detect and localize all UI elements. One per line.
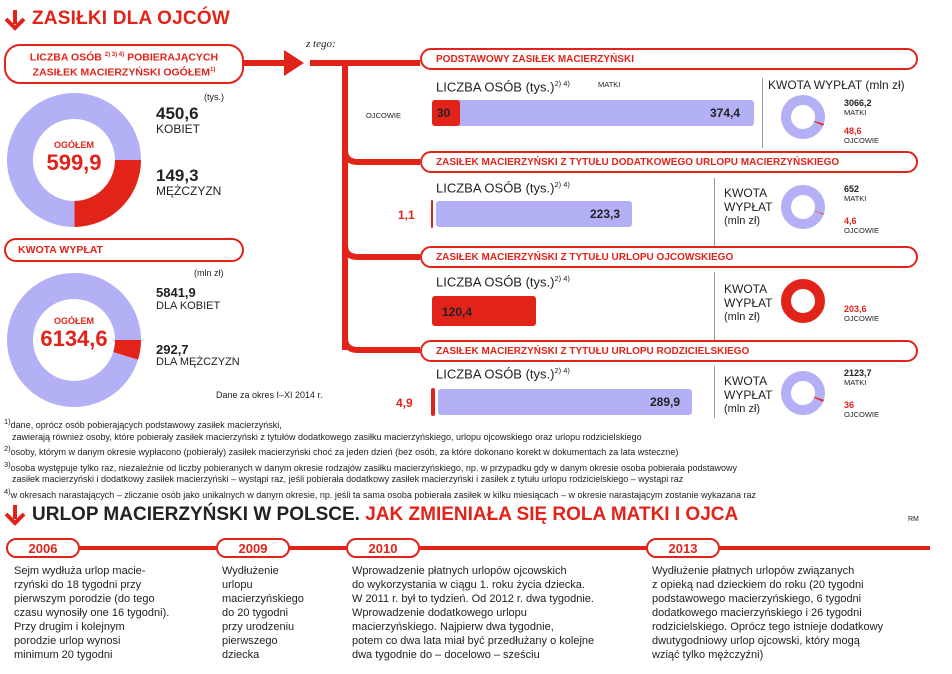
section4-mothers-value: 289,9 bbox=[650, 395, 681, 409]
section1-kwota-title: KWOTA WYPŁAT (mln zł) bbox=[768, 78, 905, 92]
timeline-text-2009 bbox=[222, 564, 332, 662]
timeline-year-2009: 2009 bbox=[216, 538, 290, 558]
section1-pie bbox=[780, 94, 826, 140]
footnote-number: 1) bbox=[4, 417, 11, 426]
people-pill-sup: 2) 3) 4) bbox=[104, 51, 125, 58]
section3-fathers-value: 120,4 bbox=[442, 305, 473, 319]
section1-count-label bbox=[436, 79, 570, 94]
section1-mothers-bar bbox=[432, 100, 754, 126]
matki-slice bbox=[786, 100, 820, 134]
payment-men-value: 292,7 bbox=[156, 342, 189, 357]
footnote bbox=[4, 474, 944, 486]
section1-mothers-value: 374,4 bbox=[710, 106, 741, 120]
section4-pie bbox=[780, 370, 826, 416]
section1-kwota-matki-label: MATKI bbox=[844, 108, 867, 117]
footnotes bbox=[4, 416, 944, 501]
people-pill bbox=[4, 44, 244, 84]
people-pill-line2: ZASIŁEK MACIERZYŃSKI OGÓŁEM bbox=[32, 66, 210, 79]
section3-pie bbox=[780, 278, 826, 324]
section3-count-sup: 2) 4) bbox=[554, 274, 570, 283]
footnote bbox=[4, 459, 944, 475]
section2-kwota-ojcowie: 4,6 bbox=[844, 216, 857, 226]
timeline-year-2013: 2013 bbox=[646, 538, 720, 558]
men-value: 149,3 bbox=[156, 166, 199, 185]
matki-slice bbox=[786, 190, 820, 224]
section2-kwota-title bbox=[724, 186, 772, 228]
credit: RM bbox=[908, 516, 919, 523]
section1-ojcowie-tag: OJCOWIE bbox=[366, 111, 401, 120]
section3-count-text: LICZBA OSÓB (tys.) bbox=[436, 274, 555, 290]
payment-unit: (mln zł) bbox=[194, 268, 224, 278]
ojcowie-slice bbox=[819, 398, 820, 400]
footnote-number: 4) bbox=[4, 486, 11, 496]
section2-kwota-l3: (mln zł) bbox=[724, 215, 761, 227]
timeline-line-text: czasu wynosiły one 16 tygodni). bbox=[14, 607, 170, 619]
timeline-line-text: podstawowego macierzyńskiego, 6 tygodni bbox=[652, 593, 862, 605]
payment-center bbox=[30, 316, 118, 352]
section2-fathers-bar bbox=[431, 200, 433, 228]
timeline-line-text: Wprowadzenie dodatkowego urlopu bbox=[352, 607, 527, 619]
section2-pie bbox=[780, 184, 826, 230]
footnote-text: dane, oprócz osób pobierających podstawowy zasiłek macierzyński, bbox=[10, 420, 282, 430]
section2-kwota-matki-label: MATKI bbox=[844, 194, 867, 203]
footnote-text: w okresach narastających – zliczanie osób jako unikalnych w danym okresie, np. jeśli ta sama osoba pobierała zasiłek w kilku miesiącach – w okresie narastającym zostanie wykazana raz bbox=[10, 489, 757, 500]
timeline-line bbox=[0, 538, 952, 558]
section3-kwota-title bbox=[724, 282, 772, 324]
section4-kwota-l2: WYPŁAT bbox=[724, 388, 773, 402]
section4-kwota-l3: (mln zł) bbox=[724, 403, 761, 415]
payment-men-label: DLA MĘŻCZYZN bbox=[156, 356, 240, 368]
section3-count-label bbox=[436, 274, 570, 289]
timeline-line-text: Wprowadzenie płatnych urlopów ojcowskich bbox=[352, 565, 567, 577]
section2-kwota-matki: 652 bbox=[844, 184, 860, 194]
section4-kwota-l1: KWOTA bbox=[724, 374, 768, 388]
timeline-line-text: minimum 20 tygodni bbox=[14, 649, 113, 661]
footnote-text: zasiłek macierzyński i dodatkowy zasiłek macierzyński – wystąpi raz, jeśli pobierała dodatkowy zasiłek macierzyński i zasiłek z tytułu urlopu rodzicielskiego – wystąpi raz bbox=[12, 474, 684, 484]
payment-women-value: 5841,9 bbox=[156, 285, 196, 300]
footnote bbox=[4, 416, 944, 432]
timeline-line-text: Wydłużenie bbox=[222, 565, 279, 577]
section4-fathers-value: 4,9 bbox=[396, 396, 413, 410]
footnote-text: osoby, którym w danym okresie wypłacono (pobierały) zasiłek macierzyński choć za jeden dzień (bez osób, za które dokonano korekt w dokumentach za lata wsteczne) bbox=[10, 447, 679, 457]
section3-kwota-ojcowie: 203,6 bbox=[844, 304, 867, 314]
timeline-line-text: rodzicielskiego. Oprócz tego istnieje dodatkowy bbox=[652, 621, 884, 633]
men-slice bbox=[126, 340, 128, 356]
timeline-line-text: Przy drugim i kolejnym bbox=[14, 621, 125, 633]
timeline-line-text: rzyński do 18 tygodni przy bbox=[14, 579, 142, 591]
timeline-line-text: dwa tygodnie do – docelowo – sześciu bbox=[352, 649, 540, 661]
section1-count-text: LICZBA OSÓB (tys.) bbox=[436, 79, 555, 95]
footnote-text: zawierają również osoby, które pobierały zasiłek macierzyński z tytułów dodatkowego zasiłku macierzyńskiego, urlopu ojcowskiego oraz urlopu rodzicielskiego bbox=[12, 431, 642, 442]
timeline-title-b: JAK ZMIENIAŁA SIĘ ROLA MATKI I OJCA bbox=[365, 504, 739, 525]
section3-title: ZASIŁEK MACIERZYŃSKI Z TYTUŁU URLOPU OJCOWSKIEGO bbox=[420, 246, 918, 268]
section1-title: PODSTAWOWY ZASIŁEK MACIERZYŃSKI bbox=[420, 48, 918, 70]
section4-kwota-matki: 2123,7 bbox=[844, 368, 872, 378]
footnote bbox=[4, 486, 944, 502]
section4-fathers-bar bbox=[431, 388, 435, 416]
ojcowie-slice bbox=[819, 122, 820, 124]
section3-divider bbox=[714, 272, 715, 340]
section2-count-text: LICZBA OSÓB (tys.) bbox=[436, 180, 555, 196]
timeline-line-text: z opieką nad dzieckiem do roku (20 tygodni bbox=[652, 579, 864, 591]
timeline-line-text: macierzyńskiego bbox=[222, 593, 304, 605]
section3-kwota-l2: WYPŁAT bbox=[724, 296, 773, 310]
people-pill-sup2: 1) bbox=[210, 67, 216, 73]
footnote-number: 2) bbox=[4, 444, 11, 453]
ojcowie-slice bbox=[786, 284, 820, 318]
timeline-line-text: dodatkowego macierzyńskiego i 26 tygodni bbox=[652, 607, 862, 619]
section2-kwota-l1: KWOTA bbox=[724, 186, 768, 200]
down-arrow-icon bbox=[4, 504, 26, 526]
timeline-line-text: pierwszym porodzie (do tego bbox=[14, 593, 155, 605]
timeline-line-text: dwutygodniowy urlop ojcowski, który mogą bbox=[652, 635, 860, 647]
people-total-label: OGÓŁEM bbox=[54, 140, 94, 150]
people-pill-line1b: POBIERAJĄCYCH bbox=[127, 51, 219, 63]
section4-count-sup: 2) 4) bbox=[554, 366, 570, 375]
section1-matki-tag: MATKI bbox=[598, 80, 621, 89]
women-label: KOBIET bbox=[156, 122, 201, 136]
section2-kwota-l2: WYPŁAT bbox=[724, 200, 773, 214]
timeline-line-text: dziecka bbox=[222, 649, 260, 661]
people-pill-line1: LICZBA OSÓB bbox=[29, 51, 102, 63]
section1-count-sup: 2) 4) bbox=[554, 79, 570, 88]
section4-count-text: LICZBA OSÓB (tys.) bbox=[436, 366, 555, 382]
section2-kwota-ojcowie-label: OJCOWIE bbox=[844, 226, 879, 235]
section4-kwota-matki-label: MATKI bbox=[844, 378, 867, 387]
timeline-year-2006: 2006 bbox=[6, 538, 80, 558]
timeline-line-text: porodzie urlop wynosi bbox=[14, 635, 121, 647]
timeline-year-2010: 2010 bbox=[346, 538, 420, 558]
timeline-line-text: do wykorzystania w ciągu 1. roku życia dziecka. bbox=[352, 579, 585, 591]
matki-slice bbox=[786, 376, 820, 410]
section1-kwota-matki: 3066,2 bbox=[844, 98, 872, 108]
section4-title: ZASIŁEK MACIERZYŃSKI Z TYTUŁU URLOPU RODZICIELSKIEGO bbox=[420, 340, 918, 362]
timeline-line-text: potem co dwa lata miał być przedłużany o kolejne bbox=[352, 635, 595, 647]
section1-kwota-ojcowie-label: OJCOWIE bbox=[844, 136, 879, 145]
men-label: MĘŻCZYZN bbox=[156, 184, 222, 198]
timeline-text-2006 bbox=[14, 564, 204, 662]
section1-kwota-ojcowie: 48,6 bbox=[844, 126, 862, 136]
section3-kwota-l3: (mln zł) bbox=[724, 311, 761, 323]
payment-pill: KWOTA WYPŁAT bbox=[4, 238, 244, 262]
section4-count-label bbox=[436, 366, 570, 381]
z-tego-label: z tego: bbox=[306, 38, 336, 50]
section2-fathers-value: 1,1 bbox=[398, 208, 415, 222]
footnote bbox=[4, 432, 944, 444]
section3-kwota-l1: KWOTA bbox=[724, 282, 768, 296]
timeline-line-text: przy urodzeniu bbox=[222, 621, 295, 633]
timeline-line-text: macierzyńskiego. Najpierw dwa tygodnie, bbox=[352, 621, 554, 633]
timeline-title-a: URLOP MACIERZYŃSKI W POLSCE. bbox=[32, 504, 360, 525]
section1-divider bbox=[762, 78, 763, 148]
people-unit: (tys.) bbox=[204, 92, 224, 102]
period-note: Dane za okres I–XI 2014 r. bbox=[216, 390, 323, 400]
footnote-text: osoba występuje tylko raz, niezależnie od liczby pobieranych w danym okresie rodzajów zasiłku macierzyńskiego, np. w przypadku gdy w danym okresie osoba pobierała podstawowy bbox=[10, 462, 738, 473]
footnote-number: 3) bbox=[4, 459, 11, 469]
timeline-line-text: W 2011 r. był to tydzień. Od 2012 r. dwa tygodnie. bbox=[352, 593, 594, 605]
women-value: 450,6 bbox=[156, 104, 199, 123]
page-title: ZASIŁKI DLA OJCÓW bbox=[32, 8, 230, 29]
timeline-line-text: Wydłużenie płatnych urlopów związanych bbox=[652, 565, 855, 577]
section4-kwota-ojcowie-label: OJCOWIE bbox=[844, 410, 879, 419]
people-center bbox=[34, 140, 114, 176]
timeline-line-text: urlopu bbox=[222, 579, 253, 591]
section2-count-sup: 2) 4) bbox=[554, 180, 570, 189]
payment-women-label: DLA KOBIET bbox=[156, 300, 221, 312]
timeline-line-text: do 20 tygodni bbox=[222, 607, 289, 619]
payment-total: 6134,6 bbox=[40, 326, 108, 351]
footnote bbox=[4, 443, 944, 459]
timeline-line-text: wziąć tylko mężczyźni) bbox=[652, 649, 764, 661]
section4-divider bbox=[714, 366, 715, 418]
section1-fathers-value: 30 bbox=[437, 106, 451, 120]
people-total: 599,9 bbox=[46, 150, 102, 175]
section2-divider bbox=[714, 178, 715, 248]
timeline-line-text: Sejm wydłuża urlop macie- bbox=[14, 565, 146, 577]
timeline-text-2010 bbox=[352, 564, 642, 662]
section2-mothers-value: 223,3 bbox=[590, 207, 621, 221]
section4-kwota-ojcowie: 36 bbox=[844, 400, 855, 410]
payment-total-label: OGÓŁEM bbox=[54, 316, 94, 326]
section2-title: ZASIŁEK MACIERZYŃSKI Z TYTUŁU DODATKOWEGO URLOPU MACIERZYŃSKIEGO bbox=[420, 151, 918, 173]
timeline-title bbox=[32, 504, 738, 526]
section4-kwota-title bbox=[724, 374, 772, 416]
section2-count-label bbox=[436, 180, 570, 195]
timeline-text-2013 bbox=[652, 564, 948, 662]
section3-kwota-ojcowie-label: OJCOWIE bbox=[844, 314, 879, 323]
timeline-line-text: pierwszego bbox=[222, 635, 278, 647]
